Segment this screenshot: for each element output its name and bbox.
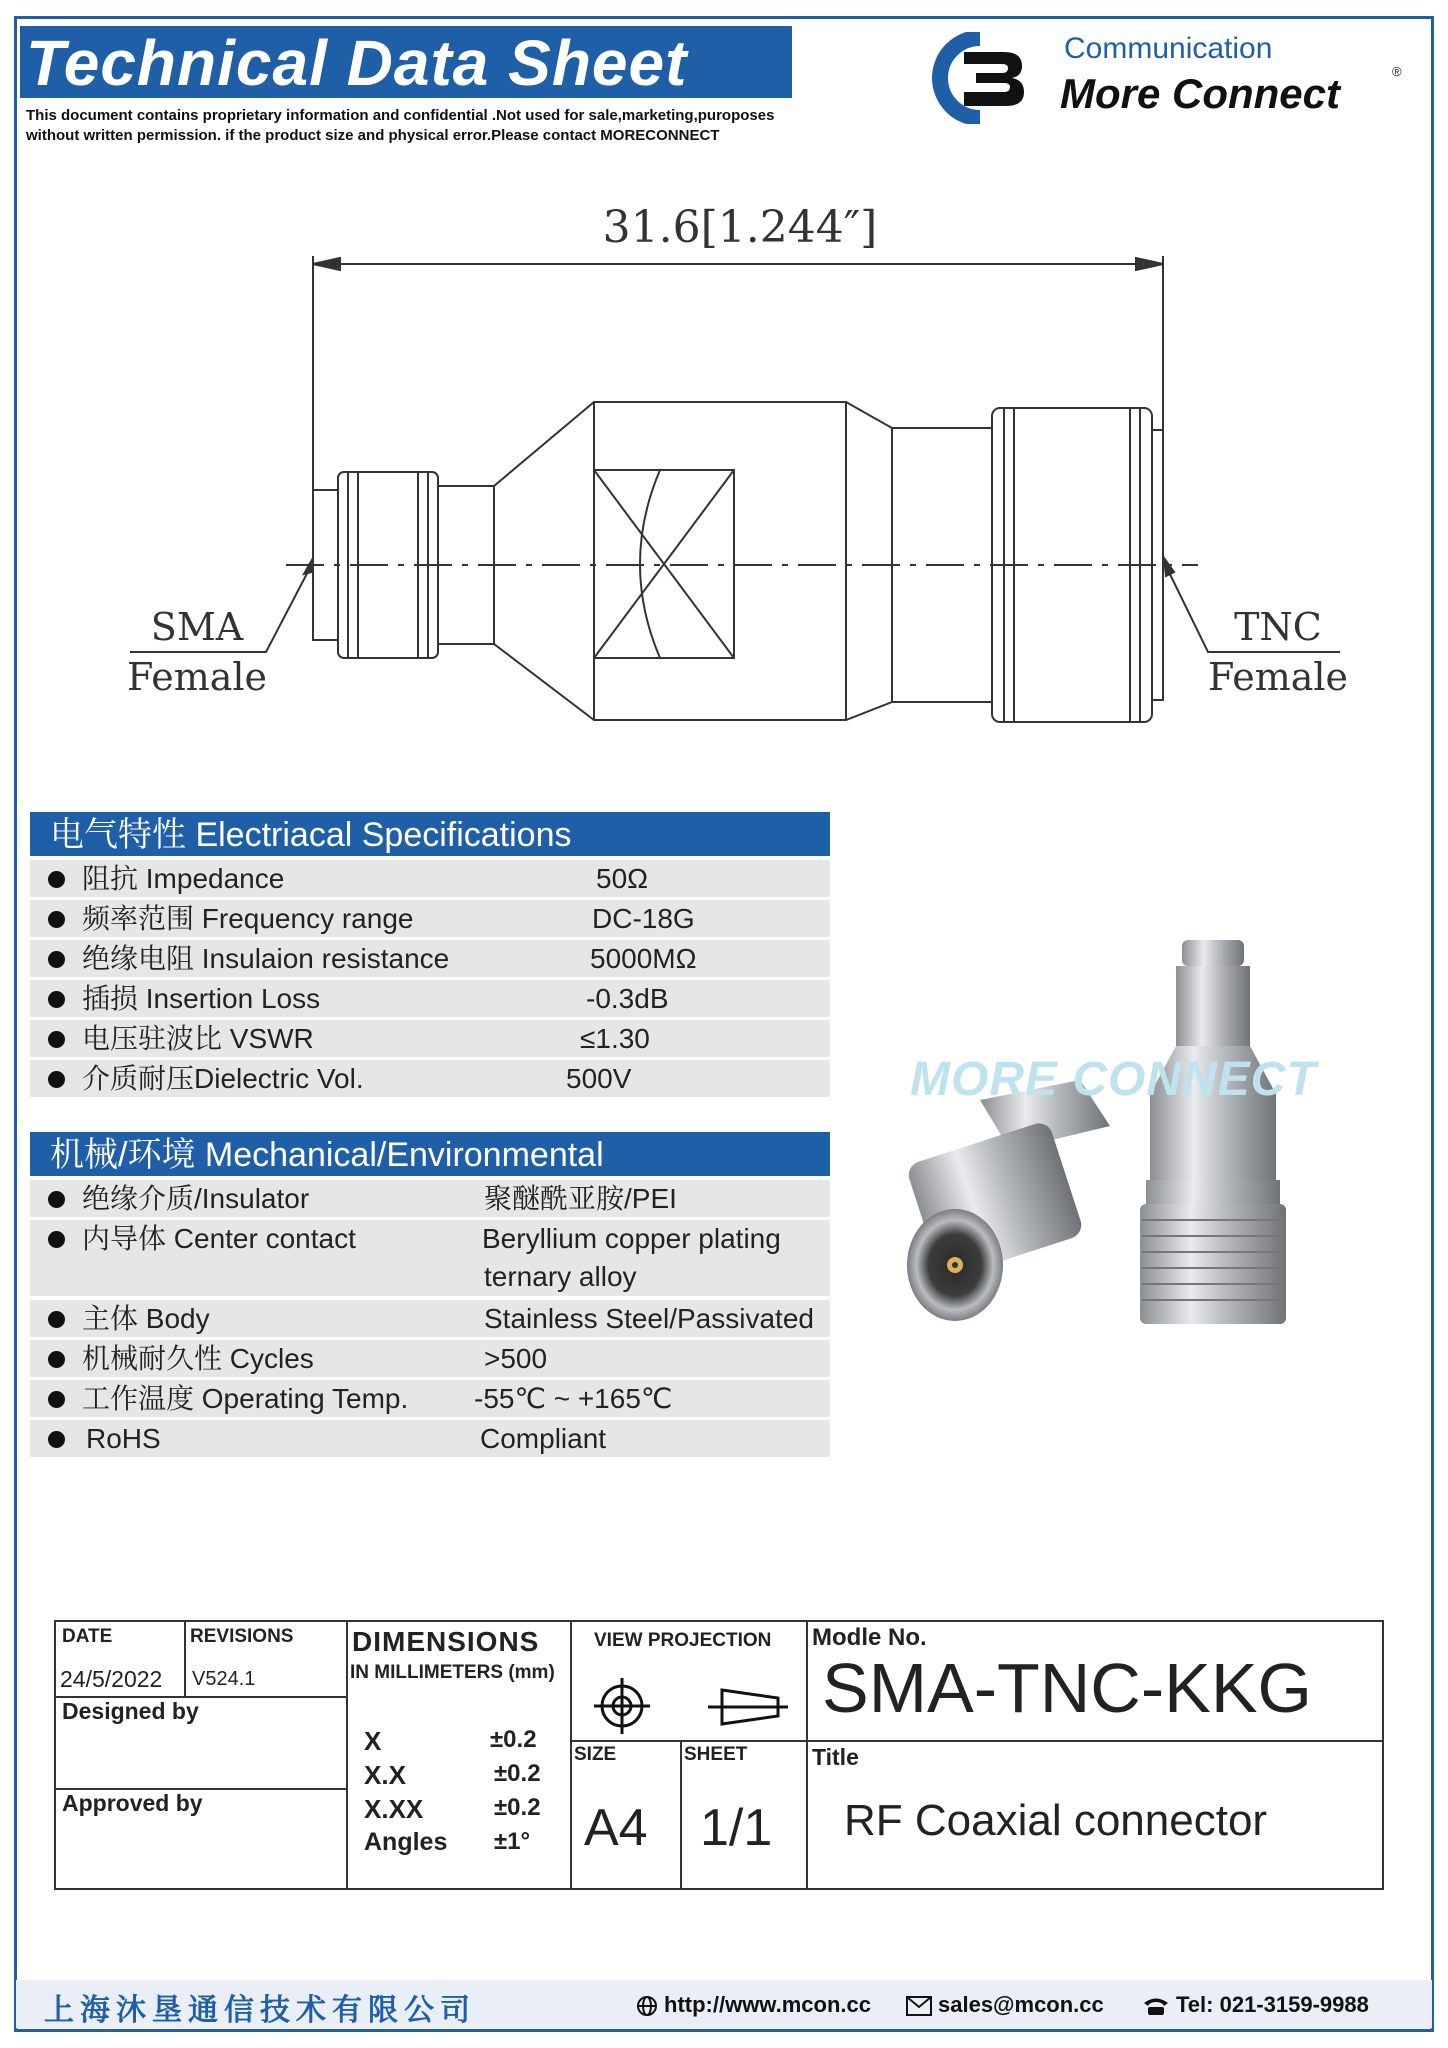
divider <box>570 1622 572 1888</box>
spec-label: 工作温度 Operating Temp. <box>82 1383 409 1414</box>
mechanical-row <box>30 1180 830 1217</box>
right-end-label-type: TNC <box>1234 605 1322 649</box>
title-value: RF Coaxial connector <box>844 1796 1268 1845</box>
spec-value: 500V <box>566 1063 632 1094</box>
brand-name: More Connect <box>1060 70 1341 117</box>
phone-number <box>1142 1992 1369 2018</box>
mechanical-row <box>30 1380 830 1417</box>
tolerance-xxx-value: ±0.2 <box>494 1794 541 1821</box>
bullet-icon <box>48 871 65 888</box>
left-end-label-type: SMA <box>150 605 244 649</box>
photo-watermark: MORE CONNECT <box>910 1053 1317 1106</box>
mechanical-row <box>30 1420 830 1457</box>
disclaimer-line-1: This document contains proprietary information and confidential .Not used for sale,marketing,puroposes <box>26 107 775 124</box>
spec-label: 机械耐久性 Cycles <box>82 1343 314 1374</box>
view-projection-label: VIEW PROJECTION <box>594 1630 772 1651</box>
bullet-icon <box>48 1231 65 1248</box>
brand-tagline: Communication <box>1064 32 1273 65</box>
tolerance-xx-label: X.X <box>364 1760 406 1790</box>
registered-mark: ® <box>1392 64 1402 79</box>
spec-value: DC-18G <box>592 903 695 934</box>
divider <box>346 1622 348 1888</box>
title-label: Title <box>812 1744 859 1770</box>
bullet-icon <box>48 911 65 928</box>
divider <box>680 1742 682 1888</box>
spec-value: 50Ω <box>596 863 649 894</box>
mechanical-row <box>30 1220 830 1296</box>
revisions-value: V524.1 <box>192 1668 256 1690</box>
date-value: 24/5/2022 <box>60 1666 163 1692</box>
telephone-icon <box>1142 1996 1170 2016</box>
spec-value: -55℃ ~ +165℃ <box>474 1383 673 1414</box>
tolerance-angles-label: Angles <box>364 1828 448 1856</box>
bullet-icon <box>48 1311 65 1328</box>
divider <box>184 1622 186 1698</box>
approved-by-label: Approved by <box>62 1790 203 1816</box>
bullet-icon <box>48 991 65 1008</box>
email-link[interactable] <box>906 1992 1104 2018</box>
tolerance-x-label: X <box>364 1726 382 1756</box>
sheet-label: SHEET <box>684 1744 748 1765</box>
website-link[interactable] <box>636 1992 871 2018</box>
mechanical-row <box>30 1300 830 1337</box>
dimension-label: 31.6[1.244″] <box>602 202 878 253</box>
spec-label: RoHS <box>86 1423 161 1454</box>
spec-value: >500 <box>484 1343 548 1374</box>
date-label: DATE <box>62 1626 113 1647</box>
bullet-icon <box>48 1351 65 1368</box>
disclaimer-line-2: without written permission. if the product size and physical error.Please contact MORECONNECT <box>26 127 720 144</box>
electrical-row <box>30 980 830 1017</box>
spec-label: 阻抗 Impedance <box>82 863 285 894</box>
spec-value: -0.3dB <box>586 983 669 1014</box>
bullet-icon <box>48 1031 65 1048</box>
company-logo-icon <box>918 32 1038 124</box>
model-label: Modle No. <box>812 1624 927 1651</box>
mechanical-row <box>30 1340 830 1377</box>
left-end-label-gender: Female <box>126 655 268 699</box>
spec-value-continued: ternary alloy <box>484 1261 637 1292</box>
envelope-icon <box>906 1996 932 2016</box>
spec-label: 介质耐压Dielectric Vol. <box>82 1063 364 1094</box>
tolerance-angles-value: ±1° <box>494 1828 531 1855</box>
sheet-value: 1/1 <box>700 1799 773 1857</box>
electrical-row <box>30 1060 830 1097</box>
bullet-icon <box>48 951 65 968</box>
globe-icon <box>636 1995 658 2017</box>
title-block <box>54 1620 1384 1890</box>
bullet-icon <box>48 1071 65 1088</box>
electrical-spec-heading: 电气特性 Electriacal Specifications <box>30 812 830 856</box>
bullet-icon <box>48 1391 65 1408</box>
spec-label: 绝缘介质/Insulator <box>82 1183 310 1214</box>
spec-value: Beryllium copper plating <box>482 1223 781 1254</box>
website-text: http://www.mcon.cc <box>664 1992 871 2017</box>
spec-value: ≤1.30 <box>580 1023 650 1054</box>
phone-text: Tel: 021-3159-9988 <box>1176 1992 1369 2017</box>
revisions-label: REVISIONS <box>190 1626 294 1647</box>
units-label: IN MILLIMETERS (mm) <box>350 1662 555 1683</box>
electrical-row <box>30 900 830 937</box>
electrical-row <box>30 1020 830 1057</box>
tolerance-xxx-label: X.XX <box>364 1794 424 1824</box>
disclaimer <box>26 106 826 146</box>
right-end-label-gender: Female <box>1207 655 1349 699</box>
spec-value: 5000MΩ <box>590 943 697 974</box>
spec-label: 插损 Insertion Loss <box>82 983 321 1014</box>
tolerance-xx-value: ±0.2 <box>494 1760 541 1787</box>
size-value: A4 <box>584 1799 648 1857</box>
company-name: 上海沐垦通信技术有限公司 <box>44 1993 476 2028</box>
model-value: SMA-TNC-KKG <box>822 1649 1312 1727</box>
dimensions-label: DIMENSIONS <box>352 1626 540 1657</box>
spec-label: 绝缘电阻 Insulaion resistance <box>82 943 450 974</box>
spec-label: 主体 Body <box>82 1303 210 1334</box>
tolerance-x-value: ±0.2 <box>490 1726 537 1753</box>
email-text: sales@mcon.cc <box>938 1992 1104 2017</box>
connector-drawing <box>100 190 1380 750</box>
electrical-row <box>30 860 830 897</box>
product-photo <box>860 880 1380 1360</box>
divider <box>806 1622 808 1888</box>
projection-symbol-icon <box>592 1676 792 1736</box>
document-title: Technical Data Sheet <box>26 27 688 99</box>
spec-label: 电压驻波比 VSWR <box>82 1023 314 1054</box>
spec-label: 频率范围 Frequency range <box>82 903 414 934</box>
divider <box>570 1740 1382 1742</box>
spec-value: Stainless Steel/Passivated <box>484 1303 814 1334</box>
mechanical-spec-heading: 机械/环境 Mechanical/Environmental <box>30 1132 830 1176</box>
bullet-icon <box>48 1431 65 1448</box>
spec-label: 内导体 Center contact <box>82 1223 356 1254</box>
designed-by-label: Designed by <box>62 1698 199 1724</box>
spec-value: 聚醚酰亚胺/PEI <box>484 1183 677 1214</box>
size-label: SIZE <box>574 1744 617 1765</box>
bullet-icon <box>48 1191 65 1208</box>
electrical-row <box>30 940 830 977</box>
spec-value: Compliant <box>480 1423 607 1454</box>
